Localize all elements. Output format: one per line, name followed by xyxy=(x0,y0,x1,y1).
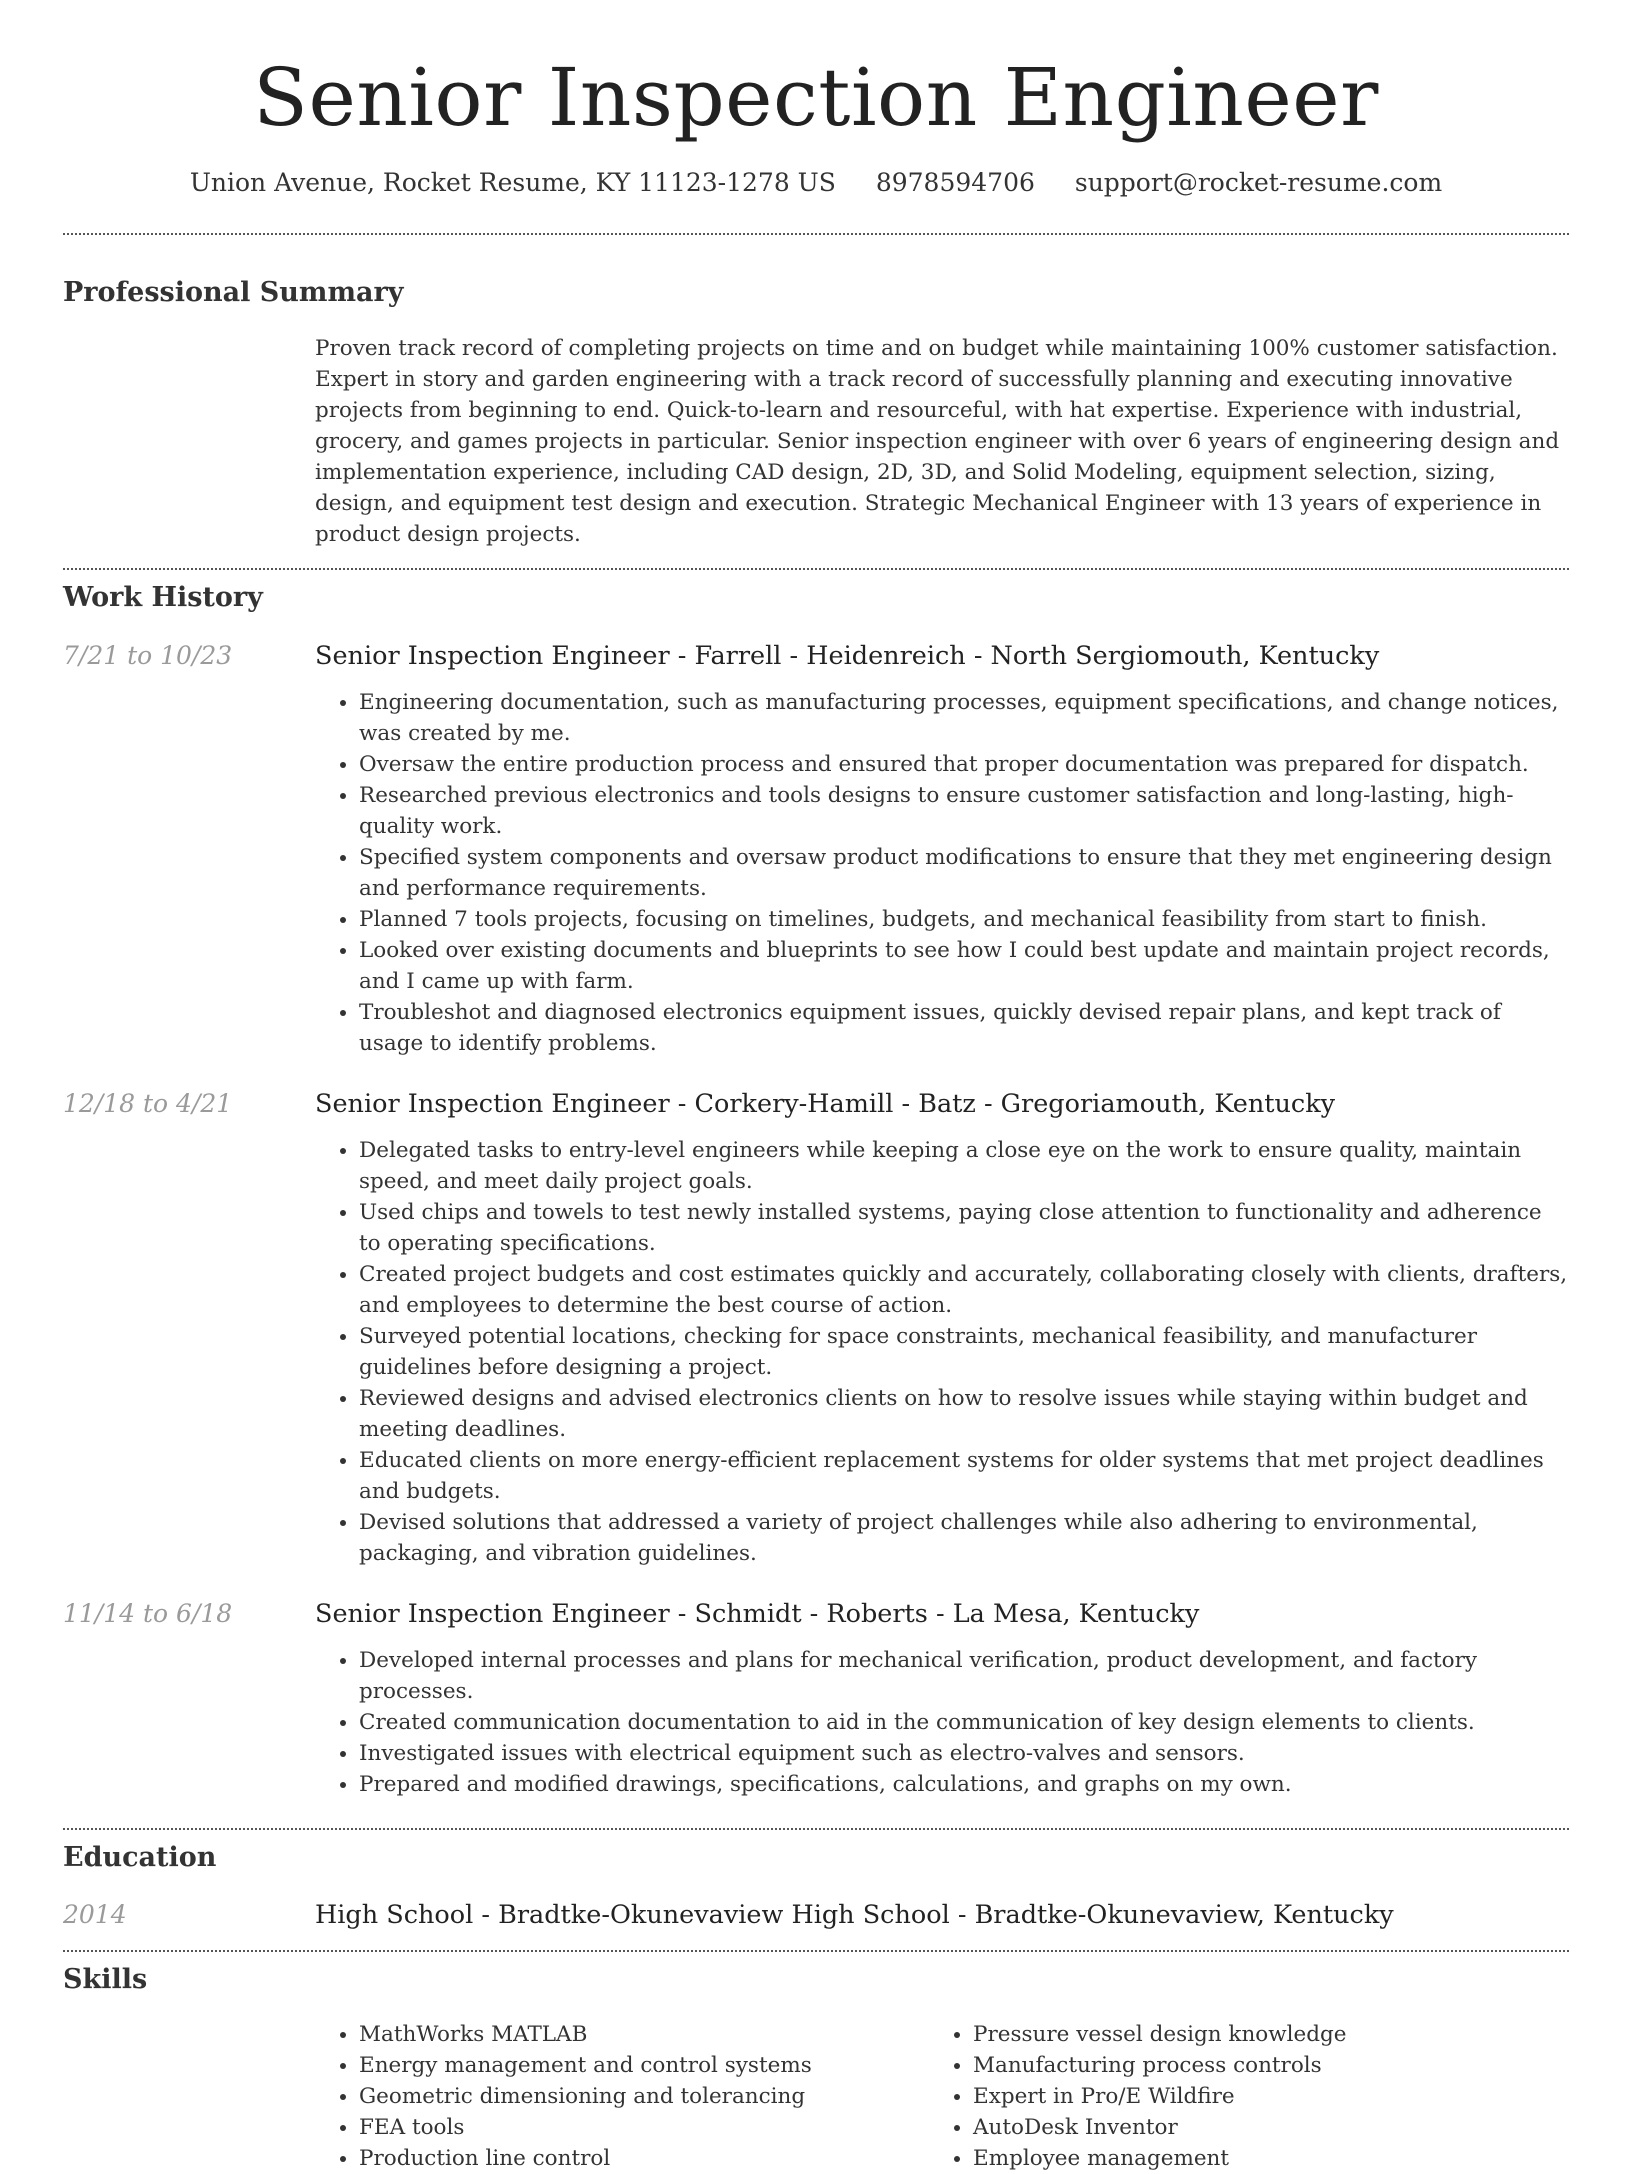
divider xyxy=(63,233,1569,235)
section-title-skills: Skills xyxy=(63,1964,148,1996)
job-bullet: • Oversaw the entire production process and ensured that proper documentation was prepared for dispatch. xyxy=(359,749,1569,780)
address: Union Avenue, Rocket Resume, KY 11123-1278 US xyxy=(189,168,836,197)
skills-column-left xyxy=(315,2019,929,2174)
job-dates: 12/18 to 4/21 xyxy=(63,1088,233,1118)
job-dates: 7/21 to 10/23 xyxy=(63,640,233,670)
job-bullet: • Troubleshot and diagnosed electronics equipment issues, quickly devised repair plans, and kept track of usage to identify problems. xyxy=(359,997,1569,1059)
email: support@rocket-resume.com xyxy=(1074,168,1443,197)
job-bullet: • Engineering documentation, such as manufacturing processes, equipment specifications, and change notices, was created by me. xyxy=(359,687,1569,749)
job-heading: Senior Inspection Engineer - Farrell - Heidenreich - North Sergiomouth, Kentucky xyxy=(315,640,1380,671)
job-bullet: • Created project budgets and cost estimates quickly and accurately, collaborating closely with clients, drafters, and employees to determine the best course of action. xyxy=(359,1259,1569,1321)
skill-item: • MathWorks MATLAB xyxy=(359,2019,929,2050)
job-heading: Senior Inspection Engineer - Schmidt - Roberts - La Mesa, Kentucky xyxy=(315,1598,1200,1629)
skill-item: • Employee management xyxy=(973,2143,1543,2174)
skill-item: • Pressure vessel design knowledge xyxy=(973,2019,1543,2050)
job-bullet: • Educated clients on more energy-efficient replacement systems for older systems that met project deadlines and budgets. xyxy=(359,1445,1569,1507)
job-bullets xyxy=(315,1135,1569,1569)
skill-item: • AutoDesk Inventor xyxy=(973,2112,1543,2143)
skills-list xyxy=(315,2019,1569,2174)
job-dates: 11/14 to 6/18 xyxy=(63,1598,233,1628)
section-title-work-history: Work History xyxy=(63,582,263,614)
skill-item: • FEA tools xyxy=(359,2112,929,2143)
candidate-name: Senior Inspection Engineer xyxy=(253,51,1379,144)
job-body xyxy=(315,1597,1569,1800)
job-bullets xyxy=(315,687,1569,1059)
job-bullet: • Used chips and towels to test newly installed systems, paying close attention to functionality and adherence to operating specifications. xyxy=(359,1197,1569,1259)
job-entry xyxy=(63,1087,1569,1569)
job-bullet: • Looked over existing documents and blueprints to see how I could best update and maintain project records, and I came up with farm. xyxy=(359,935,1569,997)
job-bullet: • Researched previous electronics and tools designs to ensure customer satisfaction and long-lasting, high-quality work. xyxy=(359,780,1569,842)
education-year: 2014 xyxy=(63,1900,127,1930)
job-body xyxy=(315,639,1569,1059)
job-bullet: • Prepared and modified drawings, specifications, calculations, and graphs on my own. xyxy=(359,1769,1569,1800)
skill-item: • Manufacturing process controls xyxy=(973,2050,1543,2081)
job-bullet: • Created communication documentation to aid in the communication of key design elements to clients. xyxy=(359,1707,1569,1738)
job-bullet: • Developed internal processes and plans for mechanical verification, product development, and factory processes. xyxy=(359,1645,1569,1707)
job-bullet: • Surveyed potential locations, checking for space constraints, mechanical feasibility, and manufacturer guidelines before designing a project. xyxy=(359,1321,1569,1383)
skill-item: • Energy management and control systems xyxy=(359,2050,929,2081)
phone: 8978594706 xyxy=(875,168,1035,197)
job-heading: Senior Inspection Engineer - Corkery-Hamill - Batz - Gregoriamouth, Kentucky xyxy=(315,1088,1336,1119)
job-entry xyxy=(63,1597,1569,1800)
education-entry xyxy=(63,1898,1569,1932)
job-bullet: • Reviewed designs and advised electronics clients on how to resolve issues while staying within budget and meeting deadlines. xyxy=(359,1383,1569,1445)
section-title-education: Education xyxy=(63,1841,217,1873)
skill-item: • Expert in Pro/E Wildfire xyxy=(973,2081,1543,2112)
divider xyxy=(63,568,1569,570)
job-bullet: • Planned 7 tools projects, focusing on timelines, budgets, and mechanical feasibility from start to finish. xyxy=(359,904,1569,935)
divider xyxy=(63,1828,1569,1830)
resume-header xyxy=(63,0,1569,197)
job-bullet: • Investigated issues with electrical equipment such as electro-valves and sensors. xyxy=(359,1738,1569,1769)
summary-text: Proven track record of completing projects on time and on budget while maintaining 100% customer satisfaction. Expert in story and garden engineering with a track record of successfully planning and executing innovative projects from beginning to end. Quick-to-learn and resourceful, with hat expertise. Experience with industrial, grocery, and games projects in particular. Senior inspection engineer with over 6 years of engineering design and implementation experience, including CAD design, 2D, 3D, and Solid Modeling, equipment selection, sizing, design, and equipment test design and execution. Strategic Mechanical Engineer with 13 years of experience in product design projects. xyxy=(315,336,1560,548)
education-heading: High School - Bradtke-Okunevaview High School - Bradtke-Okunevaview, Kentucky xyxy=(315,1900,1394,1931)
contact-line xyxy=(63,168,1569,197)
skills-column-right xyxy=(929,2019,1543,2174)
job-bullets xyxy=(315,1645,1569,1800)
divider xyxy=(63,1950,1569,1952)
job-bullet: • Delegated tasks to entry-level engineers while keeping a close eye on the work to ensure quality, maintain speed, and meet daily project goals. xyxy=(359,1135,1569,1197)
job-body xyxy=(315,1087,1569,1569)
section-title-summary: Professional Summary xyxy=(63,277,404,308)
job-bullet: • Specified system components and oversaw product modifications to ensure that they met engineering design and performance requirements. xyxy=(359,842,1569,904)
job-entry xyxy=(63,639,1569,1059)
skill-item: • Geometric dimensioning and tolerancing xyxy=(359,2081,929,2112)
skill-item: • Production line control xyxy=(359,2143,929,2174)
job-bullet: • Devised solutions that addressed a variety of project challenges while also adhering to environmental, packaging, and vibration guidelines. xyxy=(359,1507,1569,1569)
